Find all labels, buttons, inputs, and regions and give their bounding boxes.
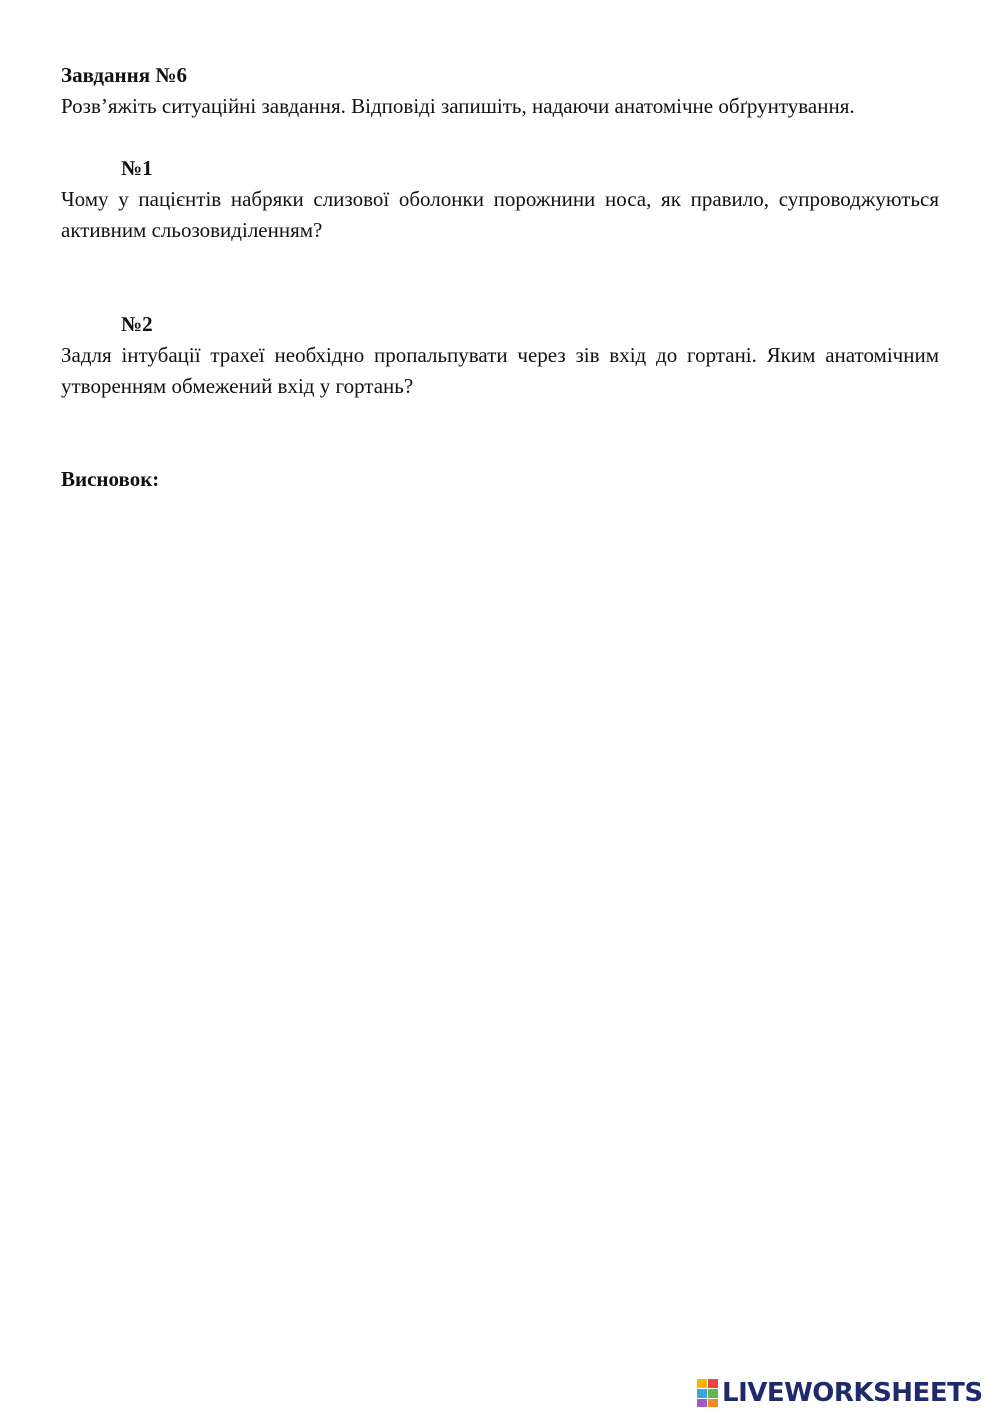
task-instruction: Розв’яжіть ситуаційні завдання. Відповіді запишіть, надаючи анатомічне обґрунтування.: [61, 94, 855, 118]
question-2-text: Задля інтубації трахеї необхідно пропальпувати через зів вхід до гортані. Яким анатомічним утворенням обмежений вхід у гортань?: [61, 343, 939, 398]
task-title: Завдання №6: [61, 63, 187, 87]
liveworksheets-logo-text: LIVEWORKSHEETS: [722, 1378, 983, 1408]
question-1-number: №1: [121, 156, 153, 180]
question-2-number: №2: [121, 312, 153, 336]
conclusion-label: Висновок:: [61, 467, 160, 491]
liveworksheets-logo: [697, 1377, 983, 1409]
liveworksheets-logo-icon: [697, 1379, 719, 1407]
question-1-text: Чому у пацієнтів набряки слизової оболонки порожнини носа, як правило, супроводжуються активним сльозовиділенням?: [61, 187, 939, 242]
